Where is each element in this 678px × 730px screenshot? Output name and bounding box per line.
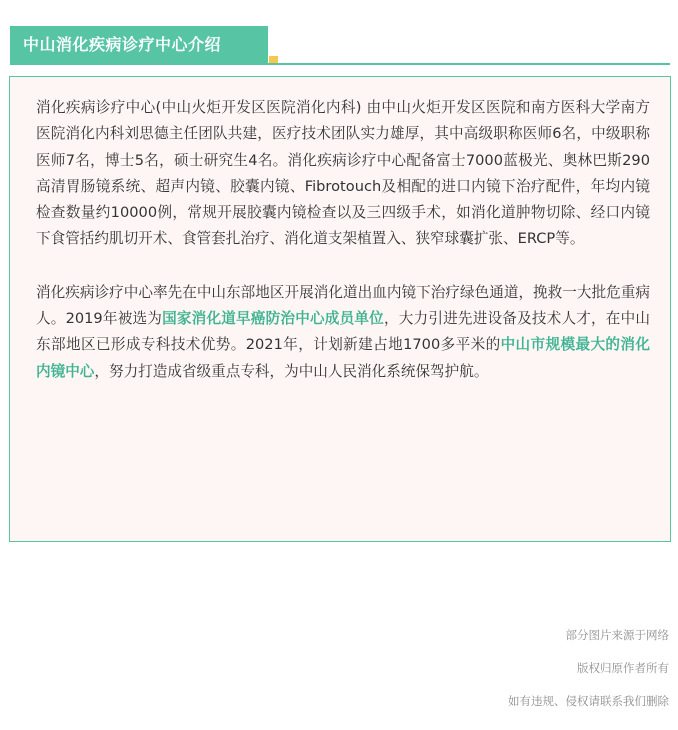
note-image-source: 部分图片来源于网络 xyxy=(565,628,669,642)
paragraph-2-text-1: 消化疾病诊疗中心率先在中山东部地区开展消化道出血内镜下治疗绿色通道，挽救一大批危重病人。2019年被选为 xyxy=(36,283,650,328)
copyright-notes xyxy=(508,628,669,727)
intro-paragraph-2 xyxy=(36,280,650,385)
note-copyright-owner: 版权归原作者所有 xyxy=(577,661,669,675)
intro-paragraph-1: 消化疾病诊疗中心(中山火炬开发区医院消化内科) 由中山火炬开发区医院和南方医科大学南方医院消化内科刘思德主任团队共建，医疗技术团队实力雄厚，其中高级职称医师6名，中级职称医师7名，博士5名，硕士研究生4名。消化疾病诊疗中心配备富士7000蓝极光、奥林巴斯290高清胃肠镜系统、超声内镜、胶囊内镜、Fibrotouch及相配的进口内镜下治疗配件，年均内镜检查数量约10000例，常规开展胶囊内镜检查以及三四级手术，如消化道肿物切除、经口内镜下食管括约肌切开术、食管套扎治疗、消化道支架植置入、狭窄球囊扩张、ERCP等。 xyxy=(36,99,650,248)
highlight-national-center-member: 国家消化道早癌防治中心成员单位 xyxy=(162,310,384,328)
section-title: 中山消化疾病诊疗中心介绍 xyxy=(10,26,268,63)
section-header xyxy=(10,26,670,68)
paragraph-2-text-2: ，大力引进先进设备及技术人才，在中山东部地区已形成专科技术优势。2021年，计划新建占地1700多平米的 xyxy=(36,310,650,354)
note-infringement-contact: 如有违规、侵权请联系我们删除 xyxy=(508,694,669,708)
title-underline xyxy=(10,63,670,65)
highlight-largest-endoscopy-center: 中山市规模最大的消化内镜中心 xyxy=(36,336,650,380)
intro-content-box xyxy=(9,76,671,542)
paragraph-2-text-3: ，努力打造成省级重点专科，为中山人民消化系统保驾护航。 xyxy=(94,362,489,380)
